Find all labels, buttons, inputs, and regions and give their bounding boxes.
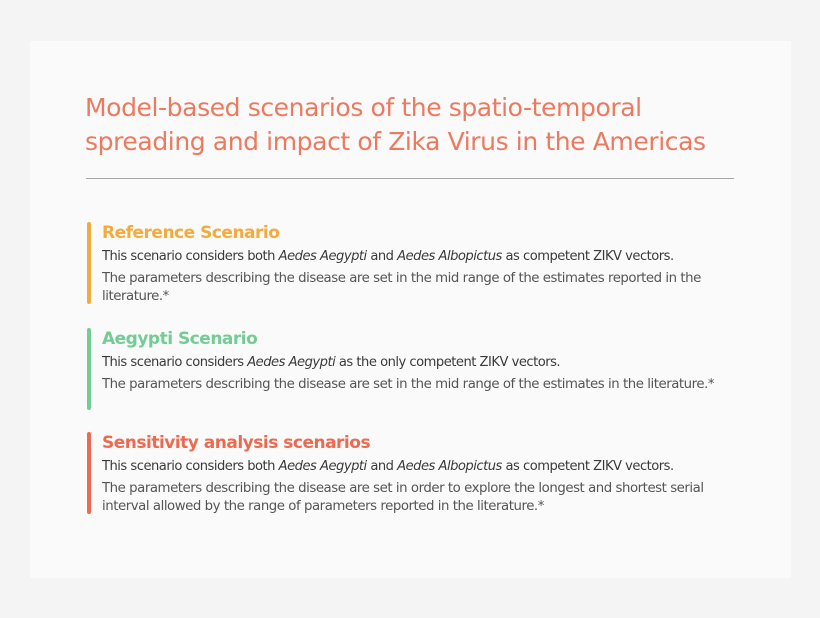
scenario-lead (102, 354, 560, 372)
scenario-detail: The parameters describing the disease are set in the mid range of the estimates reported in the literature.* (102, 271, 701, 304)
lead-text: and (366, 249, 398, 264)
scenario-title: Aegypti Scenario (102, 329, 258, 349)
page-title (85, 91, 765, 159)
lead-species: Aedes Aegypti (278, 249, 367, 264)
content-card (30, 41, 791, 578)
lead-text: This scenario considers both (102, 459, 279, 474)
scenario-accent-bar (87, 328, 91, 410)
scenario-lead (102, 458, 674, 476)
title-line-1: Model-based scenarios of the spatio-temporal (85, 93, 642, 122)
lead-text: as competent ZIKV vectors. (501, 459, 674, 474)
scenario-accent-bar (87, 222, 91, 304)
lead-text: and (366, 459, 398, 474)
lead-text: This scenario considers both (102, 249, 279, 264)
lead-text: as the only competent ZIKV vectors. (335, 355, 561, 370)
scenario-accent-bar (87, 432, 91, 514)
scenario-lead (102, 248, 674, 266)
title-divider (86, 178, 734, 179)
scenario-detail: The parameters describing the disease are set in order to explore the longest and shortest serial interval allowed by the range of parameters reported in the literature.* (102, 481, 704, 514)
title-line-2: spreading and impact of Zika Virus in the Americas (85, 127, 706, 156)
scenario-title: Sensitivity analysis scenarios (102, 433, 371, 453)
lead-species: Aedes Albopictus (397, 249, 502, 264)
scenario-detail: The parameters describing the disease are set in the mid range of the estimates in the literature.* (102, 377, 715, 392)
lead-species: Aedes Aegypti (278, 459, 367, 474)
scenario-title: Reference Scenario (102, 223, 280, 243)
lead-text: This scenario considers (102, 355, 248, 370)
lead-species: Aedes Aegypti (247, 355, 336, 370)
lead-species: Aedes Albopictus (397, 459, 502, 474)
lead-text: as competent ZIKV vectors. (501, 249, 674, 264)
